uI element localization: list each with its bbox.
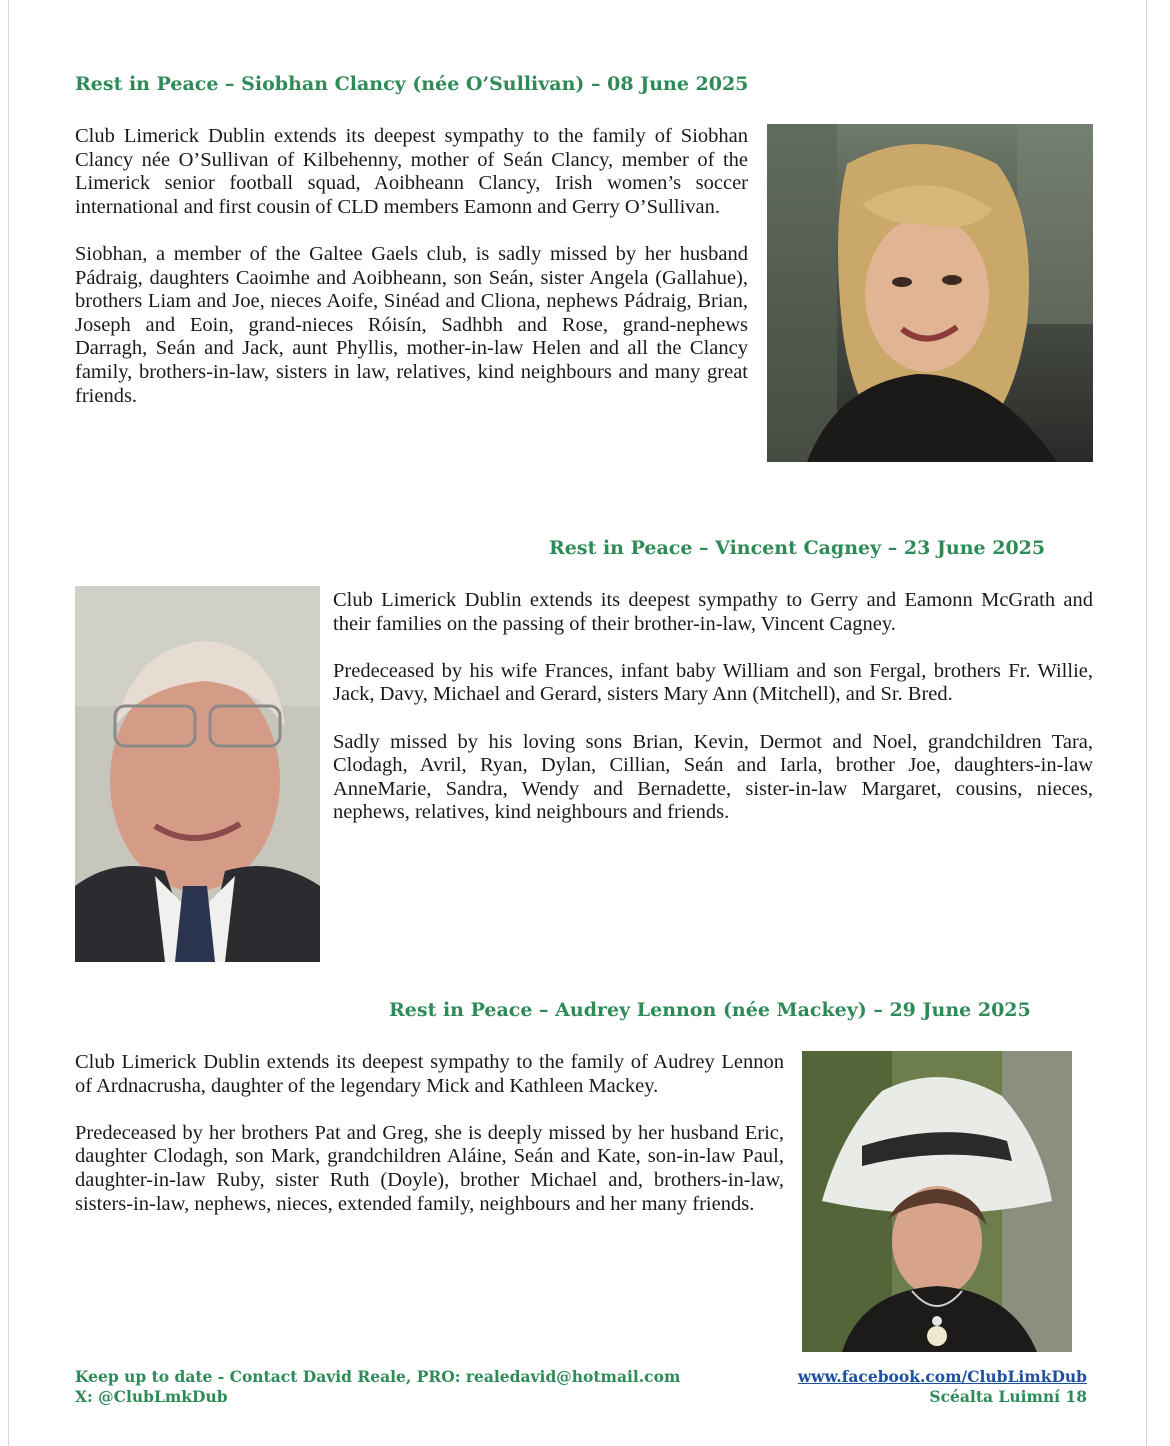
footer-page-label: Scéalta Luimní 18 (929, 1387, 1087, 1406)
notice-paragraph: Sadly missed by his loving sons Brian, Kevin, Dermot and Noel, grandchildren Tara, Clodagh, Avril, Ryan, Dylan, Cillian, Seán and Iarla, brother Joe, daughters-in-law AnneMarie, Sandra, Wendy and Bernadette, sister-in-law Margaret, cousins, nieces, nephews, relatives, kind neighbours and friends. (333, 730, 1093, 824)
notice-heading-vincent-cagney: Rest in Peace – Vincent Cagney – 23 June 2025 (549, 537, 1046, 559)
page-edge-right (1146, 0, 1147, 1446)
photo-siobhan-clancy (767, 124, 1093, 462)
notice-paragraph: Siobhan, a member of the Galtee Gaels club, is sadly missed by her husband Pádraig, daughters Caoimhe and Aoibheann, son Seán, sister Angela (Gallahue), brothers Liam and Joe, nieces Aoife, Sinéad and Cliona, nephews Pádraig, Brian, Joseph and Eoin, grand-nieces Róisín, Sadhbh and Rose, grand-nephews Darragh, Seán and Jack, aunt Phyllis, mother-in-law Helen and all the Clancy family, brothers-in-law, sisters in law, relatives, kind neighbours and many great friends. (75, 242, 748, 407)
notice-heading-siobhan-clancy: Rest in Peace – Siobhan Clancy (née O’Sullivan) – 08 June 2025 (75, 73, 749, 95)
photo-vincent-cagney (75, 586, 320, 962)
notice-body-siobhan-clancy (75, 125, 748, 408)
notice-body-audrey-lennon (75, 1051, 784, 1216)
footer-row-top (75, 1367, 1087, 1387)
notice-paragraph: Club Limerick Dublin extends its deepest sympathy to the family of Siobhan Clancy née O’Sullivan of Kilbehenny, mother of Seán Clancy, member of the Limerick senior football squad, Aoibheann Clancy, Irish women’s soccer international and first cousin of CLD members Eamonn and Gerry O’Sullivan. (75, 125, 748, 218)
footer-row-bottom (75, 1387, 1087, 1407)
footer-contact: Keep up to date - Contact David Reale, PRO: realedavid@hotmail.com (75, 1367, 681, 1386)
notice-paragraph: Club Limerick Dublin extends its deepest sympathy to the family of Audrey Lennon of Ardnacrusha, daughter of the legendary Mick and Kathleen Mackey. (75, 1051, 784, 1097)
notice-paragraph: Club Limerick Dublin extends its deepest sympathy to Gerry and Eamonn McGrath and their families on the passing of their brother-in-law, Vincent Cagney. (333, 589, 1093, 635)
facebook-link[interactable]: www.facebook.com/ClubLimkDub (797, 1367, 1087, 1386)
footer-twitter-handle: X: @ClubLmkDub (75, 1387, 228, 1406)
notice-body-vincent-cagney (333, 589, 1093, 825)
notice-paragraph: Predeceased by his wife Frances, infant baby William and son Fergal, brothers Fr. Willie, Jack, Davy, Michael and Gerard, sisters Mary Ann (Mitchell), and Sr. Bred. (333, 659, 1093, 706)
footer (75, 1367, 1087, 1407)
page-edge-left (8, 0, 9, 1446)
notice-heading-audrey-lennon: Rest in Peace – Audrey Lennon (née Mackey) – 29 June 2025 (389, 999, 1031, 1021)
photo-audrey-lennon (802, 1051, 1072, 1352)
notice-paragraph: Predeceased by her brothers Pat and Greg, she is deeply missed by her husband Eric, daughter Clodagh, son Mark, grandchildren Aláine, Seán and Kate, son-in-law Paul, daughter-in-law Ruby, sister Ruth (Doyle), brother Michael and, brothers-in-law, sisters-in-law, nephews, nieces, extended family, neighbours and her many friends. (75, 1121, 784, 1215)
